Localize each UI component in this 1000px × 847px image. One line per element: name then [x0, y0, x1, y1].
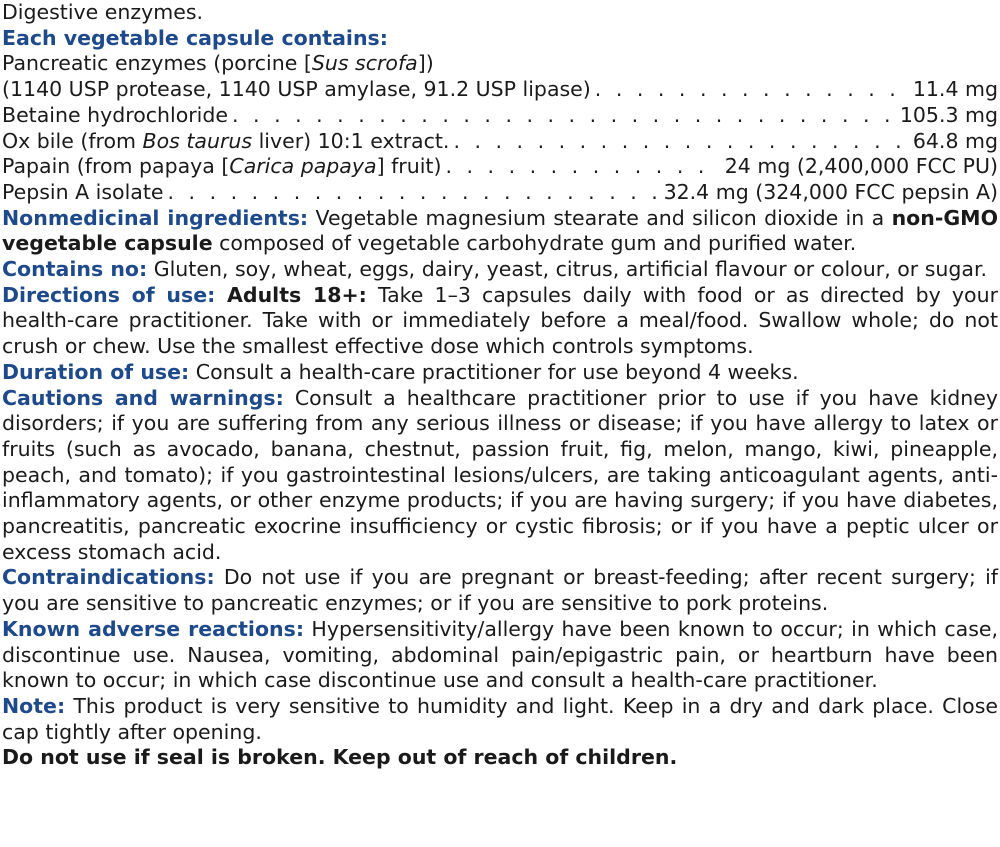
papain-amount: 24 mg (2,400,000 FCC PU) [724, 154, 998, 179]
intro-text: Digestive enzymes. [2, 0, 204, 24]
oxbile-suffix: liver) 10:1 extract. [252, 128, 450, 153]
nonmedicinal-text: Vegetable magnesium stearate and silicon dioxide in a [308, 205, 892, 230]
nonmedicinal-heading: Nonmedicinal ingredients: [2, 205, 309, 230]
contraindications-heading: Contraindications: [2, 565, 215, 590]
papain-name [2, 154, 441, 180]
pancreatic-suffix: ]) [417, 51, 434, 76]
papain-latin-name: Carica papaya [229, 154, 377, 179]
note-heading: Note: [2, 693, 66, 718]
cautions-section [2, 386, 998, 566]
pepsin-name: Pepsin A isolate [2, 179, 164, 204]
pancreatic-enzymes-line [2, 51, 998, 77]
pancreatic-amount: 11.4 mg [912, 77, 998, 102]
adverse-reactions-heading: Known adverse reactions: [2, 616, 305, 641]
ingredient-row-oxbile [2, 129, 998, 155]
pancreatic-detail: (1140 USP protease, 1140 USP amylase, 91.2 USP lipase) [2, 77, 591, 102]
duration-heading: Duration of use: [2, 359, 190, 384]
ingredient-row-pancreatic [2, 77, 998, 103]
duration-section [2, 360, 998, 386]
directions-section [2, 283, 998, 360]
pancreatic-latin-name: Sus scrofa [311, 51, 418, 76]
oxbile-name [2, 129, 449, 155]
contains-no-text: Gluten, soy, wheat, eggs, dairy, yeast, citrus, artificial flavour or colour, or sugar. [147, 257, 988, 282]
betaine-name: Betaine hydrochloride [2, 102, 229, 127]
ingredient-row-betaine [2, 103, 998, 129]
note-section [2, 694, 998, 745]
papain-prefix: Papain (from papaya [ [2, 154, 230, 179]
dot-leader [232, 103, 894, 129]
note-text: This product is very sensitive to humidity and light. Keep in a dry and dark place. Close cap tightly after opening. [2, 693, 998, 744]
final-warning: Do not use if seal is broken. Keep out of reach of children. [2, 745, 678, 770]
contains-no-section [2, 257, 998, 283]
dot-leader [453, 129, 906, 155]
dot-leader [445, 154, 718, 180]
oxbile-latin-name: Bos taurus [142, 128, 253, 153]
nonmedicinal-section [2, 206, 998, 257]
dot-leader [595, 77, 907, 103]
cautions-heading: Cautions and warnings: [2, 385, 284, 410]
pancreatic-prefix: Pancreatic enzymes (porcine [ [2, 51, 312, 76]
contraindications-text: Do not use if you are pregnant or breast-feeding; after recent surgery; if you are sensitive to pancreatic enzymes; or if you are sensitive to pork proteins. [2, 565, 998, 616]
papain-suffix: ] fruit) [376, 154, 442, 179]
oxbile-prefix: Ox bile (from [2, 128, 143, 153]
cautions-text: Consult a healthcare practitioner prior to use if you have kidney disorders; if you are suffering from any serious illness or disease; if you have allergy to latex or fruits (such as avocado, banana, chestnut, passion fruit, fig, melon, mango, kiwi, pineapple, peach, and tomato); if you gastrointestinal lesions/ulcers, are taking anticoagulant agents, anti-inflammatory agents, or other enzyme products; if you are having surgery; if you have diabetes, pancreatitis, pancreatic exocrine insufficiency or cystic fibrosis; or if you have a peptic ulcer or excess stomach acid. [2, 385, 998, 564]
pepsin-amount: 32.4 mg (324,000 FCC pepsin A) [663, 179, 998, 204]
nonmedicinal-capsule-type: non-GMO vegetable capsule [2, 205, 998, 256]
directions-text: Take 1–3 capsules daily with food or as directed by your health-care practitioner. Take with or immediately before a meal/food. Swallow whole; do not crush or chew. Use the smallest effective dose which controls symptoms. [2, 282, 999, 359]
capsule-heading: Each vegetable capsule contains: [2, 25, 388, 50]
adverse-reactions-section [2, 617, 998, 694]
directions-audience: Adults 18+: [215, 282, 367, 307]
directions-heading: Directions of use: [2, 282, 216, 307]
oxbile-amount: 64.8 mg [912, 128, 998, 153]
adverse-reactions-text: Hypersensitivity/allergy have been known to occur; in which case, discontinue use. Nausea, vomiting, abdominal pain/epigastric pain, or heartburn have been known to occur; in which case discontinue use and consult a health-care practitioner. [2, 616, 999, 693]
duration-text: Consult a health-care practitioner for use beyond 4 weeks. [189, 359, 799, 384]
ingredient-row-pepsin [2, 180, 998, 206]
nonmedicinal-text-end: composed of vegetable carbohydrate gum and purified water. [212, 231, 857, 256]
dot-leader [168, 180, 658, 206]
betaine-amount: 105.3 mg [899, 102, 998, 127]
ingredient-row-papain [2, 154, 998, 180]
contains-no-heading: Contains no: [2, 257, 148, 282]
contraindications-section [2, 565, 998, 616]
